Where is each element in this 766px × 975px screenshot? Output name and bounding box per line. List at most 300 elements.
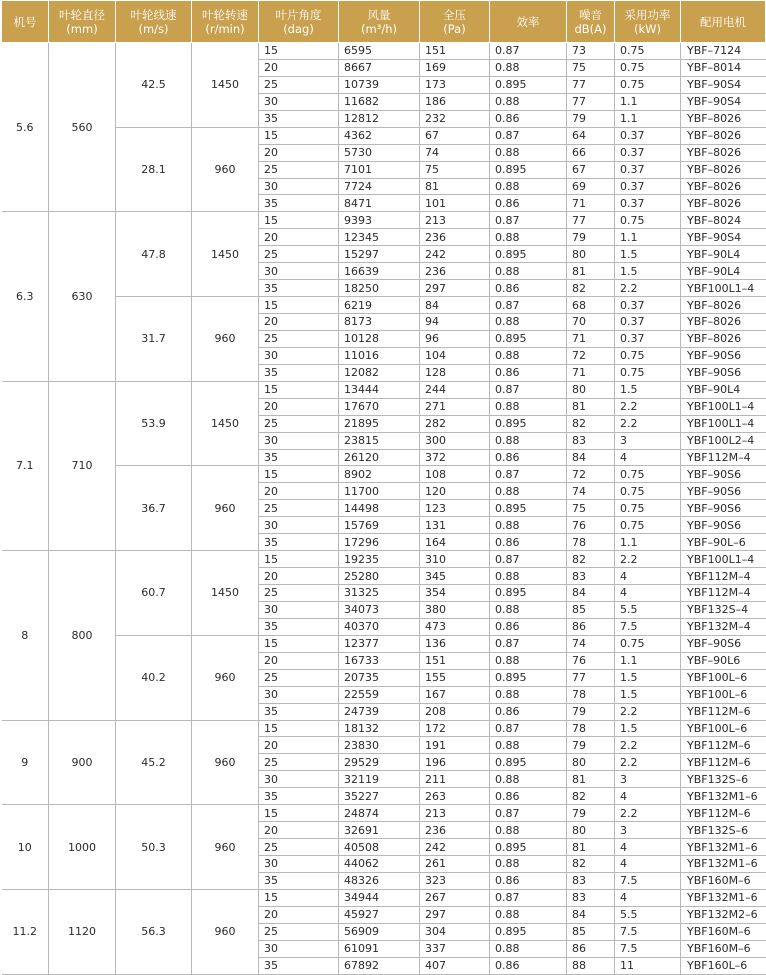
power-cell: 0.37: [615, 161, 681, 178]
efficiency-cell: 0.88: [490, 601, 567, 618]
noise-cell: 77: [567, 212, 615, 229]
blade-angle-cell: 25: [259, 585, 339, 602]
efficiency-cell: 0.86: [490, 364, 567, 381]
noise-cell: 80: [567, 246, 615, 263]
impeller-diameter-cell: 710: [49, 381, 116, 550]
airflow-cell: 22559: [339, 686, 420, 703]
airflow-cell: 23830: [339, 737, 420, 754]
motor-cell: YBF–8026: [681, 161, 766, 178]
power-cell: 0.75: [615, 212, 681, 229]
col-motor-header: [681, 1, 766, 43]
noise-cell: 68: [567, 297, 615, 314]
efficiency-cell: 0.88: [490, 314, 567, 331]
pressure-cell: 101: [420, 195, 490, 212]
pressure-cell: 242: [420, 839, 490, 856]
motor-cell: YBF–8026: [681, 195, 766, 212]
motor-cell: YBF–90S4: [681, 76, 766, 93]
motor-cell: YBF100L2–4: [681, 432, 766, 449]
col-noise-title: 噪音: [579, 7, 602, 22]
noise-cell: 84: [567, 585, 615, 602]
blade-angle-cell: 30: [259, 178, 339, 195]
motor-cell: YBF–90L6: [681, 652, 766, 669]
rotation-speed-cell: 960: [192, 720, 259, 805]
model-no-cell: 7.1: [2, 381, 49, 550]
blade-angle-cell: 15: [259, 127, 339, 144]
pressure-cell: 297: [420, 906, 490, 923]
col-rotation-speed-title: 叶轮转速: [202, 7, 248, 22]
col-blade-angle-unit: (dag): [283, 21, 314, 36]
blade-angle-cell: 20: [259, 822, 339, 839]
blade-angle-cell: 15: [259, 889, 339, 906]
efficiency-cell: 0.88: [490, 483, 567, 500]
noise-cell: 75: [567, 500, 615, 517]
efficiency-cell: 0.88: [490, 568, 567, 585]
airflow-cell: 7101: [339, 161, 420, 178]
airflow-cell: 34073: [339, 601, 420, 618]
pressure-cell: 128: [420, 364, 490, 381]
motor-cell: YBF–90L4: [681, 263, 766, 280]
efficiency-cell: 0.88: [490, 263, 567, 280]
motor-cell: YBF160M–6: [681, 940, 766, 957]
noise-cell: 86: [567, 618, 615, 635]
noise-cell: 83: [567, 889, 615, 906]
efficiency-cell: 0.88: [490, 59, 567, 76]
blade-angle-cell: 30: [259, 940, 339, 957]
blade-angle-cell: 15: [259, 805, 339, 822]
table-row: [2, 381, 766, 398]
blade-angle-cell: 15: [259, 297, 339, 314]
pressure-cell: 151: [420, 652, 490, 669]
airflow-cell: 8173: [339, 314, 420, 331]
airflow-cell: 40370: [339, 618, 420, 635]
power-cell: 4: [615, 568, 681, 585]
noise-cell: 74: [567, 635, 615, 652]
noise-cell: 82: [567, 415, 615, 432]
power-cell: 3: [615, 771, 681, 788]
blade-angle-cell: 20: [259, 314, 339, 331]
blade-angle-cell: 30: [259, 856, 339, 873]
blade-angle-cell: 15: [259, 466, 339, 483]
noise-cell: 81: [567, 839, 615, 856]
blade-angle-cell: 35: [259, 534, 339, 551]
efficiency-cell: 0.895: [490, 500, 567, 517]
airflow-cell: 31325: [339, 585, 420, 602]
power-cell: 2.2: [615, 737, 681, 754]
efficiency-cell: 0.895: [490, 330, 567, 347]
noise-cell: 77: [567, 93, 615, 110]
model-no-cell: 11.2: [2, 889, 49, 974]
airflow-cell: 10128: [339, 330, 420, 347]
tip-speed-cell: 50.3: [116, 805, 192, 890]
airflow-cell: 15769: [339, 517, 420, 534]
motor-cell: YBF–90L4: [681, 246, 766, 263]
noise-cell: 82: [567, 280, 615, 297]
power-cell: 1.1: [615, 93, 681, 110]
noise-cell: 81: [567, 771, 615, 788]
power-cell: 2.2: [615, 754, 681, 771]
airflow-cell: 24739: [339, 703, 420, 720]
motor-cell: YBF132M1–6: [681, 856, 766, 873]
motor-cell: YBF–90L4: [681, 381, 766, 398]
pressure-cell: 244: [420, 381, 490, 398]
efficiency-cell: 0.895: [490, 246, 567, 263]
motor-cell: YBF–90S6: [681, 483, 766, 500]
power-cell: 7.5: [615, 940, 681, 957]
efficiency-cell: 0.88: [490, 822, 567, 839]
noise-cell: 79: [567, 737, 615, 754]
power-cell: 2.2: [615, 280, 681, 297]
airflow-cell: 17670: [339, 398, 420, 415]
pressure-cell: 236: [420, 229, 490, 246]
efficiency-cell: 0.895: [490, 839, 567, 856]
pressure-cell: 155: [420, 669, 490, 686]
power-cell: 0.37: [615, 330, 681, 347]
efficiency-cell: 0.87: [490, 381, 567, 398]
power-cell: 0.75: [615, 364, 681, 381]
power-cell: 4: [615, 856, 681, 873]
blade-angle-cell: 20: [259, 652, 339, 669]
table-row: [2, 720, 766, 737]
power-cell: 1.5: [615, 686, 681, 703]
blade-angle-cell: 25: [259, 500, 339, 517]
blade-angle-cell: 25: [259, 161, 339, 178]
power-cell: 0.37: [615, 314, 681, 331]
col-impeller-diameter-unit: (mm): [66, 21, 98, 36]
airflow-cell: 11016: [339, 347, 420, 364]
pressure-cell: 151: [420, 43, 490, 60]
noise-cell: 79: [567, 703, 615, 720]
noise-cell: 75: [567, 59, 615, 76]
rotation-speed-cell: 960: [192, 635, 259, 720]
efficiency-cell: 0.86: [490, 957, 567, 974]
airflow-cell: 67892: [339, 957, 420, 974]
blade-angle-cell: 35: [259, 957, 339, 974]
impeller-diameter-cell: 630: [49, 212, 116, 381]
efficiency-cell: 0.87: [490, 635, 567, 652]
fan-performance-table: [1, 0, 766, 975]
motor-cell: YBF–8026: [681, 178, 766, 195]
blade-angle-cell: 30: [259, 686, 339, 703]
power-cell: 2.2: [615, 415, 681, 432]
col-total-pressure-title: 全压: [443, 7, 466, 22]
noise-cell: 72: [567, 347, 615, 364]
power-cell: 1.1: [615, 534, 681, 551]
col-airflow-header: [339, 1, 420, 43]
noise-cell: 73: [567, 43, 615, 60]
motor-cell: YBF132S–4: [681, 601, 766, 618]
noise-cell: 79: [567, 110, 615, 127]
power-cell: 0.75: [615, 466, 681, 483]
motor-cell: YBF132S–6: [681, 771, 766, 788]
blade-angle-cell: 30: [259, 263, 339, 280]
noise-cell: 85: [567, 923, 615, 940]
col-tip-speed-title: 叶轮线速: [130, 7, 177, 22]
noise-cell: 76: [567, 652, 615, 669]
airflow-cell: 44062: [339, 856, 420, 873]
motor-cell: YBF–8014: [681, 59, 766, 76]
blade-angle-cell: 25: [259, 415, 339, 432]
efficiency-cell: 0.87: [490, 212, 567, 229]
blade-angle-cell: 30: [259, 517, 339, 534]
noise-cell: 71: [567, 330, 615, 347]
col-blade-angle-title: 叶片角度: [275, 7, 322, 22]
pressure-cell: 372: [420, 449, 490, 466]
col-impeller-diameter-header: [49, 1, 116, 43]
motor-cell: YBF100L1–4: [681, 551, 766, 568]
blade-angle-cell: 25: [259, 76, 339, 93]
table-body: [2, 43, 766, 975]
motor-cell: YBF100L–6: [681, 669, 766, 686]
rotation-speed-cell: 1450: [192, 381, 259, 466]
noise-cell: 83: [567, 432, 615, 449]
blade-angle-cell: 30: [259, 601, 339, 618]
col-airflow-unit: (m³/h): [361, 21, 397, 36]
noise-cell: 69: [567, 178, 615, 195]
power-cell: 4: [615, 839, 681, 856]
col-rotation-speed-unit: (r/min): [205, 21, 245, 36]
noise-cell: 88: [567, 957, 615, 974]
blade-angle-cell: 15: [259, 212, 339, 229]
airflow-cell: 11682: [339, 93, 420, 110]
power-cell: 0.37: [615, 144, 681, 161]
efficiency-cell: 0.87: [490, 551, 567, 568]
airflow-cell: 7724: [339, 178, 420, 195]
blade-angle-cell: 20: [259, 906, 339, 923]
rotation-speed-cell: 1450: [192, 551, 259, 636]
motor-cell: YBF–8026: [681, 127, 766, 144]
pressure-cell: 196: [420, 754, 490, 771]
col-total-pressure-unit: (Pa): [443, 21, 466, 36]
tip-speed-cell: 28.1: [116, 127, 192, 212]
col-total-pressure-header: [420, 1, 490, 43]
power-cell: 2.2: [615, 703, 681, 720]
efficiency-cell: 0.87: [490, 466, 567, 483]
airflow-cell: 21895: [339, 415, 420, 432]
airflow-cell: 32691: [339, 822, 420, 839]
airflow-cell: 35227: [339, 788, 420, 805]
pressure-cell: 380: [420, 601, 490, 618]
motor-cell: YBF132M2–6: [681, 906, 766, 923]
efficiency-cell: 0.88: [490, 178, 567, 195]
col-power-title: 采用功率: [624, 7, 671, 22]
noise-cell: 70: [567, 314, 615, 331]
col-rotation-speed-header: [192, 1, 259, 43]
motor-cell: YBF–8024: [681, 212, 766, 229]
noise-cell: 80: [567, 381, 615, 398]
motor-cell: YBF–90S6: [681, 500, 766, 517]
motor-cell: YBF100L–6: [681, 686, 766, 703]
power-cell: 0.75: [615, 59, 681, 76]
col-power-unit: (kW): [633, 21, 661, 36]
motor-cell: YBF132M–4: [681, 618, 766, 635]
model-no-cell: 5.6: [2, 43, 49, 212]
airflow-cell: 16733: [339, 652, 420, 669]
blade-angle-cell: 20: [259, 398, 339, 415]
efficiency-cell: 0.88: [490, 686, 567, 703]
airflow-cell: 9393: [339, 212, 420, 229]
blade-angle-cell: 20: [259, 568, 339, 585]
pressure-cell: 263: [420, 788, 490, 805]
airflow-cell: 8667: [339, 59, 420, 76]
blade-angle-cell: 35: [259, 195, 339, 212]
airflow-cell: 11700: [339, 483, 420, 500]
efficiency-cell: 0.88: [490, 652, 567, 669]
col-airflow-title: 风量: [367, 7, 391, 22]
airflow-cell: 12377: [339, 635, 420, 652]
col-model-no-header: [2, 1, 49, 43]
tip-speed-cell: 47.8: [116, 212, 192, 297]
model-no-cell: 10: [2, 805, 49, 890]
power-cell: 0.75: [615, 76, 681, 93]
motor-cell: YBF160L–6: [681, 957, 766, 974]
efficiency-cell: 0.88: [490, 771, 567, 788]
motor-cell: YBF–90S6: [681, 364, 766, 381]
efficiency-cell: 0.86: [490, 110, 567, 127]
col-tip-speed-unit: (m/s): [138, 21, 169, 36]
motor-cell: YBF–8026: [681, 144, 766, 161]
power-cell: 1.5: [615, 263, 681, 280]
rotation-speed-cell: 960: [192, 127, 259, 212]
pressure-cell: 186: [420, 93, 490, 110]
blade-angle-cell: 20: [259, 144, 339, 161]
noise-cell: 77: [567, 76, 615, 93]
airflow-cell: 6219: [339, 297, 420, 314]
power-cell: 4: [615, 449, 681, 466]
noise-cell: 78: [567, 534, 615, 551]
efficiency-cell: 0.895: [490, 161, 567, 178]
blade-angle-cell: 35: [259, 449, 339, 466]
pressure-cell: 297: [420, 280, 490, 297]
efficiency-cell: 0.88: [490, 432, 567, 449]
power-cell: 4: [615, 788, 681, 805]
col-motor-title: 配用电机: [700, 14, 746, 29]
airflow-cell: 40508: [339, 839, 420, 856]
pressure-cell: 310: [420, 551, 490, 568]
noise-cell: 77: [567, 669, 615, 686]
blade-angle-cell: 15: [259, 43, 339, 60]
pressure-cell: 164: [420, 534, 490, 551]
model-no-cell: 6.3: [2, 212, 49, 381]
airflow-cell: 6595: [339, 43, 420, 60]
pressure-cell: 345: [420, 568, 490, 585]
col-efficiency-title: 效率: [516, 14, 540, 29]
pressure-cell: 304: [420, 923, 490, 940]
pressure-cell: 354: [420, 585, 490, 602]
efficiency-cell: 0.88: [490, 347, 567, 364]
power-cell: 11: [615, 957, 681, 974]
motor-cell: YBF160M–6: [681, 872, 766, 889]
noise-cell: 83: [567, 568, 615, 585]
tip-speed-cell: 45.2: [116, 720, 192, 805]
motor-cell: YBF160M–6: [681, 923, 766, 940]
noise-cell: 64: [567, 127, 615, 144]
pressure-cell: 407: [420, 957, 490, 974]
tip-speed-cell: 42.5: [116, 43, 192, 128]
airflow-cell: 18132: [339, 720, 420, 737]
rotation-speed-cell: 960: [192, 297, 259, 382]
efficiency-cell: 0.88: [490, 737, 567, 754]
airflow-cell: 16639: [339, 263, 420, 280]
noise-cell: 82: [567, 856, 615, 873]
efficiency-cell: 0.895: [490, 923, 567, 940]
power-cell: 2.2: [615, 398, 681, 415]
noise-cell: 78: [567, 686, 615, 703]
col-efficiency-header: [490, 1, 567, 43]
table-row: [2, 212, 766, 229]
motor-cell: YBF–8026: [681, 110, 766, 127]
pressure-cell: 75: [420, 161, 490, 178]
blade-angle-cell: 30: [259, 347, 339, 364]
blade-angle-cell: 25: [259, 923, 339, 940]
pressure-cell: 167: [420, 686, 490, 703]
airflow-cell: 8471: [339, 195, 420, 212]
motor-cell: YBF100L–6: [681, 720, 766, 737]
power-cell: 3: [615, 432, 681, 449]
efficiency-cell: 0.895: [490, 585, 567, 602]
impeller-diameter-cell: 560: [49, 43, 116, 212]
motor-cell: YBF–90S4: [681, 229, 766, 246]
efficiency-cell: 0.87: [490, 127, 567, 144]
table-header: [2, 1, 766, 43]
pressure-cell: 169: [420, 59, 490, 76]
col-model-no-title: 机号: [13, 14, 37, 29]
blade-angle-cell: 35: [259, 280, 339, 297]
efficiency-cell: 0.86: [490, 703, 567, 720]
blade-angle-cell: 35: [259, 364, 339, 381]
efficiency-cell: 0.87: [490, 297, 567, 314]
power-cell: 1.1: [615, 652, 681, 669]
motor-cell: YBF–7124: [681, 43, 766, 60]
col-noise-header: [567, 1, 615, 43]
table-row: [2, 805, 766, 822]
efficiency-cell: 0.88: [490, 940, 567, 957]
noise-cell: 71: [567, 364, 615, 381]
pressure-cell: 242: [420, 246, 490, 263]
pressure-cell: 261: [420, 856, 490, 873]
power-cell: 7.5: [615, 872, 681, 889]
rotation-speed-cell: 960: [192, 889, 259, 974]
col-power-header: [615, 1, 681, 43]
efficiency-cell: 0.86: [490, 788, 567, 805]
pressure-cell: 173: [420, 76, 490, 93]
blade-angle-cell: 25: [259, 754, 339, 771]
power-cell: 0.37: [615, 178, 681, 195]
motor-cell: YBF112M–6: [681, 703, 766, 720]
airflow-cell: 12082: [339, 364, 420, 381]
pressure-cell: 191: [420, 737, 490, 754]
blade-angle-cell: 25: [259, 246, 339, 263]
efficiency-cell: 0.87: [490, 720, 567, 737]
blade-angle-cell: 25: [259, 839, 339, 856]
efficiency-cell: 0.88: [490, 856, 567, 873]
pressure-cell: 282: [420, 415, 490, 432]
motor-cell: YBF112M–4: [681, 585, 766, 602]
motor-cell: YBF–90S6: [681, 517, 766, 534]
header-row: [2, 1, 766, 43]
tip-speed-cell: 31.7: [116, 297, 192, 382]
airflow-cell: 20735: [339, 669, 420, 686]
airflow-cell: 15297: [339, 246, 420, 263]
efficiency-cell: 0.895: [490, 754, 567, 771]
power-cell: 0.75: [615, 43, 681, 60]
airflow-cell: 23815: [339, 432, 420, 449]
noise-cell: 82: [567, 551, 615, 568]
noise-cell: 72: [567, 466, 615, 483]
airflow-cell: 48326: [339, 872, 420, 889]
pressure-cell: 236: [420, 263, 490, 280]
blade-angle-cell: 35: [259, 618, 339, 635]
blade-angle-cell: 15: [259, 720, 339, 737]
